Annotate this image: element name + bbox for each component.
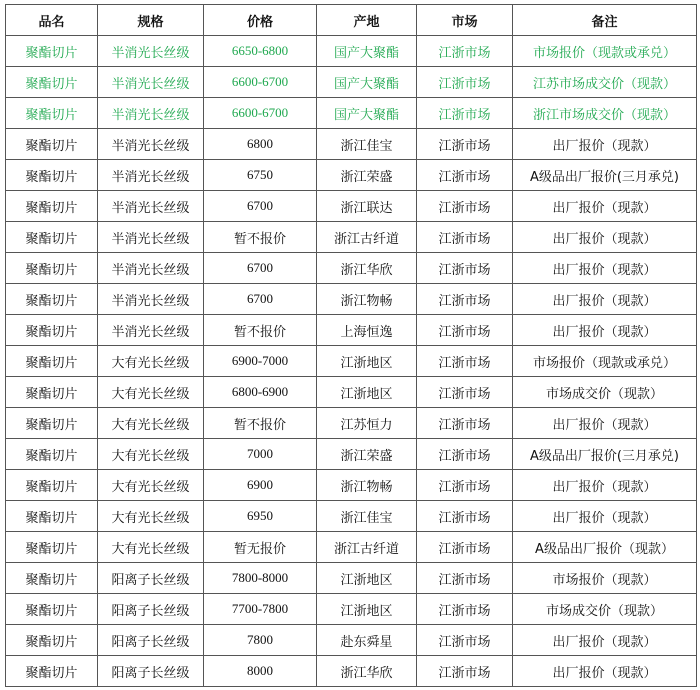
- cell-price: 6900: [204, 470, 317, 501]
- cell-note: 市场报价（现款或承兑）: [513, 346, 697, 377]
- cell-origin: 江浙地区: [317, 563, 417, 594]
- table-row: [6, 408, 697, 439]
- table-row: [6, 346, 697, 377]
- column-header-note: 备注: [513, 5, 697, 36]
- cell-name: 聚酯切片: [6, 67, 98, 98]
- cell-origin: 浙江佳宝: [317, 501, 417, 532]
- cell-origin: 江苏恒力: [317, 408, 417, 439]
- cell-note: 出厂报价（现款）: [513, 315, 697, 346]
- cell-name: 聚酯切片: [6, 470, 98, 501]
- cell-price: 6900-7000: [204, 346, 317, 377]
- cell-market: 江浙市场: [417, 315, 513, 346]
- cell-name: 聚酯切片: [6, 315, 98, 346]
- table-header-row: [6, 5, 697, 36]
- cell-note: 市场成交价（现款）: [513, 594, 697, 625]
- table-row: [6, 470, 697, 501]
- column-header-market: 市场: [417, 5, 513, 36]
- cell-origin: 国产大聚酯: [317, 67, 417, 98]
- table-body: [6, 36, 697, 687]
- cell-spec: 半消光长丝级: [98, 67, 204, 98]
- cell-origin: 国产大聚酯: [317, 36, 417, 67]
- price-table: [5, 4, 697, 687]
- cell-market: 江浙市场: [417, 594, 513, 625]
- cell-note: 出厂报价（现款）: [513, 191, 697, 222]
- cell-note: 出厂报价（现款）: [513, 470, 697, 501]
- cell-name: 聚酯切片: [6, 439, 98, 470]
- cell-market: 江浙市场: [417, 377, 513, 408]
- cell-note: 出厂报价（现款）: [513, 253, 697, 284]
- cell-spec: 半消光长丝级: [98, 36, 204, 67]
- cell-origin: 浙江佳宝: [317, 129, 417, 160]
- cell-price: 暂不报价: [204, 315, 317, 346]
- table-row: [6, 98, 697, 129]
- cell-name: 聚酯切片: [6, 98, 98, 129]
- cell-price: 6650-6800: [204, 36, 317, 67]
- cell-note: 出厂报价（现款）: [513, 284, 697, 315]
- cell-note: A级品出厂报价(三月承兑): [513, 160, 697, 191]
- cell-market: 江浙市场: [417, 501, 513, 532]
- cell-origin: 江浙地区: [317, 377, 417, 408]
- table-row: [6, 222, 697, 253]
- cell-note: 市场报价（现款或承兑）: [513, 36, 697, 67]
- cell-spec: 阳离子长丝级: [98, 563, 204, 594]
- cell-market: 江浙市场: [417, 563, 513, 594]
- cell-market: 江浙市场: [417, 222, 513, 253]
- table-row: [6, 532, 697, 563]
- cell-price: 7700-7800: [204, 594, 317, 625]
- cell-origin: 浙江荣盛: [317, 439, 417, 470]
- cell-spec: 大有光长丝级: [98, 377, 204, 408]
- cell-origin: 浙江荣盛: [317, 160, 417, 191]
- cell-name: 聚酯切片: [6, 253, 98, 284]
- cell-note: 出厂报价（现款）: [513, 408, 697, 439]
- table-row: [6, 67, 697, 98]
- cell-market: 江浙市场: [417, 284, 513, 315]
- column-header-spec: 规格: [98, 5, 204, 36]
- cell-price: 暂不报价: [204, 408, 317, 439]
- cell-price: 7800-8000: [204, 563, 317, 594]
- cell-origin: 浙江华欣: [317, 656, 417, 687]
- table-row: [6, 191, 697, 222]
- cell-market: 江浙市场: [417, 439, 513, 470]
- cell-market: 江浙市场: [417, 98, 513, 129]
- cell-spec: 大有光长丝级: [98, 470, 204, 501]
- cell-spec: 半消光长丝级: [98, 160, 204, 191]
- cell-origin: 江浙地区: [317, 594, 417, 625]
- cell-spec: 半消光长丝级: [98, 191, 204, 222]
- cell-name: 聚酯切片: [6, 36, 98, 67]
- cell-price: 6750: [204, 160, 317, 191]
- cell-name: 聚酯切片: [6, 625, 98, 656]
- cell-origin: 浙江古纤道: [317, 532, 417, 563]
- cell-name: 聚酯切片: [6, 532, 98, 563]
- cell-name: 聚酯切片: [6, 377, 98, 408]
- table-row: [6, 594, 697, 625]
- cell-name: 聚酯切片: [6, 129, 98, 160]
- cell-name: 聚酯切片: [6, 284, 98, 315]
- cell-origin: 赴东舜星: [317, 625, 417, 656]
- cell-origin: 浙江古纤道: [317, 222, 417, 253]
- cell-spec: 半消光长丝级: [98, 222, 204, 253]
- cell-market: 江浙市场: [417, 160, 513, 191]
- cell-origin: 浙江物畅: [317, 470, 417, 501]
- cell-name: 聚酯切片: [6, 160, 98, 191]
- cell-name: 聚酯切片: [6, 656, 98, 687]
- cell-price: 6600-6700: [204, 67, 317, 98]
- cell-spec: 半消光长丝级: [98, 284, 204, 315]
- cell-note: A级品出厂报价（现款）: [513, 532, 697, 563]
- cell-note: 市场报价（现款）: [513, 563, 697, 594]
- cell-market: 江浙市场: [417, 36, 513, 67]
- cell-market: 江浙市场: [417, 656, 513, 687]
- column-header-origin: 产地: [317, 5, 417, 36]
- cell-note: 市场成交价（现款）: [513, 377, 697, 408]
- cell-note: A级品出厂报价(三月承兑): [513, 439, 697, 470]
- cell-spec: 半消光长丝级: [98, 253, 204, 284]
- cell-market: 江浙市场: [417, 470, 513, 501]
- table-row: [6, 439, 697, 470]
- cell-price: 7800: [204, 625, 317, 656]
- cell-market: 江浙市场: [417, 129, 513, 160]
- cell-name: 聚酯切片: [6, 346, 98, 377]
- cell-price: 6600-6700: [204, 98, 317, 129]
- column-header-price: 价格: [204, 5, 317, 36]
- cell-market: 江浙市场: [417, 625, 513, 656]
- table-row: [6, 160, 697, 191]
- cell-name: 聚酯切片: [6, 408, 98, 439]
- cell-note: 出厂报价（现款）: [513, 129, 697, 160]
- cell-spec: 半消光长丝级: [98, 98, 204, 129]
- cell-market: 江浙市场: [417, 67, 513, 98]
- table-row: [6, 563, 697, 594]
- cell-name: 聚酯切片: [6, 563, 98, 594]
- cell-spec: 大有光长丝级: [98, 408, 204, 439]
- cell-price: 6700: [204, 253, 317, 284]
- cell-note: 出厂报价（现款）: [513, 625, 697, 656]
- cell-spec: 阳离子长丝级: [98, 625, 204, 656]
- cell-price: 8000: [204, 656, 317, 687]
- cell-note: 出厂报价（现款）: [513, 656, 697, 687]
- cell-origin: 国产大聚酯: [317, 98, 417, 129]
- cell-name: 聚酯切片: [6, 594, 98, 625]
- cell-price: 6800-6900: [204, 377, 317, 408]
- cell-spec: 大有光长丝级: [98, 346, 204, 377]
- cell-price: 暂不报价: [204, 222, 317, 253]
- cell-market: 江浙市场: [417, 253, 513, 284]
- cell-spec: 阳离子长丝级: [98, 594, 204, 625]
- cell-spec: 阳离子长丝级: [98, 656, 204, 687]
- cell-name: 聚酯切片: [6, 222, 98, 253]
- cell-price: 6800: [204, 129, 317, 160]
- cell-spec: 大有光长丝级: [98, 501, 204, 532]
- table-row: [6, 36, 697, 67]
- cell-market: 江浙市场: [417, 346, 513, 377]
- cell-origin: 上海恒逸: [317, 315, 417, 346]
- cell-spec: 半消光长丝级: [98, 315, 204, 346]
- cell-market: 江浙市场: [417, 532, 513, 563]
- table-row: [6, 284, 697, 315]
- cell-origin: 江浙地区: [317, 346, 417, 377]
- column-header-name: 品名: [6, 5, 98, 36]
- table-row: [6, 625, 697, 656]
- cell-spec: 大有光长丝级: [98, 439, 204, 470]
- cell-name: 聚酯切片: [6, 191, 98, 222]
- table-row: [6, 315, 697, 346]
- table-row: [6, 377, 697, 408]
- cell-market: 江浙市场: [417, 408, 513, 439]
- table-row: [6, 129, 697, 160]
- cell-note: 出厂报价（现款）: [513, 222, 697, 253]
- cell-note: 出厂报价（现款）: [513, 501, 697, 532]
- cell-market: 江浙市场: [417, 191, 513, 222]
- cell-price: 6700: [204, 191, 317, 222]
- table-row: [6, 501, 697, 532]
- cell-price: 6700: [204, 284, 317, 315]
- cell-spec: 半消光长丝级: [98, 129, 204, 160]
- cell-price: 暂无报价: [204, 532, 317, 563]
- cell-price: 7000: [204, 439, 317, 470]
- cell-origin: 浙江华欣: [317, 253, 417, 284]
- cell-note: 浙江市场成交价（现款）: [513, 98, 697, 129]
- cell-name: 聚酯切片: [6, 501, 98, 532]
- cell-origin: 浙江物畅: [317, 284, 417, 315]
- table-row: [6, 656, 697, 687]
- cell-price: 6950: [204, 501, 317, 532]
- cell-note: 江苏市场成交价（现款）: [513, 67, 697, 98]
- cell-origin: 浙江联达: [317, 191, 417, 222]
- cell-spec: 大有光长丝级: [98, 532, 204, 563]
- table-row: [6, 253, 697, 284]
